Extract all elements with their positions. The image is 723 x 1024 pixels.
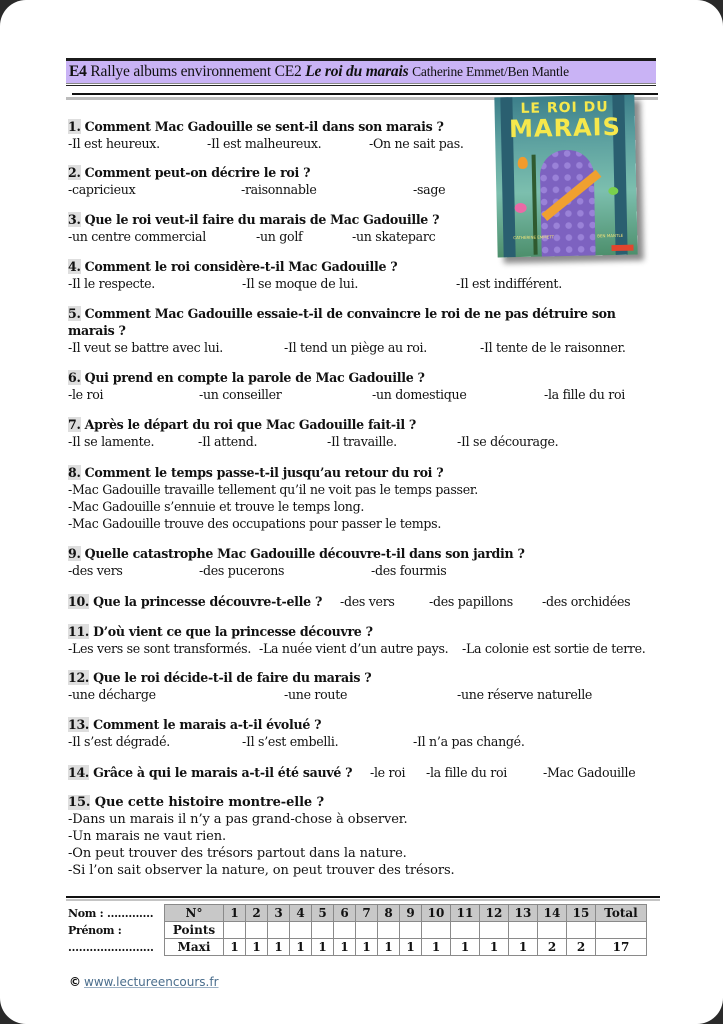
answer-option[interactable]: -Mac Gadouille trouve des occupations pour passer le temps. [68, 516, 442, 531]
footer-separator [66, 896, 660, 898]
question-text: Qui prend en compte la parole de Mac Gadouille ? [80, 370, 425, 385]
maxi-cell: 1 [224, 939, 246, 956]
answer-option[interactable]: -Un marais ne vaut rien. [68, 829, 227, 844]
points-cell[interactable] [312, 922, 334, 939]
points-cell[interactable] [356, 922, 378, 939]
answer-option[interactable]: -Il s’est dégradé. [68, 734, 170, 749]
answer-option[interactable]: -Il est indifférent. [456, 276, 562, 291]
column-header: 13 [509, 905, 538, 922]
question-15 [68, 794, 455, 879]
column-header: 4 [290, 905, 312, 922]
maxi-cell: 1 [422, 939, 451, 956]
question-number: 4. [68, 259, 81, 274]
points-cell[interactable] [290, 922, 312, 939]
row-label: Points [165, 922, 224, 939]
answer-option[interactable]: -des orchidées [542, 594, 631, 609]
answer-option[interactable]: -des pucerons [199, 563, 285, 578]
column-header: 1 [224, 905, 246, 922]
prenom-label: Prénom : [68, 924, 122, 937]
worksheet-title: Rallye albums environnement CE2 [90, 63, 302, 80]
points-cell[interactable] [451, 922, 480, 939]
points-total-cell[interactable] [596, 922, 647, 939]
header-bottom-rule [66, 83, 656, 84]
question-number: 1. [68, 119, 81, 134]
answer-option[interactable]: -Il tend un piège au roi. [284, 340, 427, 355]
column-header: 2 [246, 905, 268, 922]
question-text: Après le départ du roi que Mac Gadouille fait-il ? [80, 417, 416, 432]
question-text: Comment Mac Gadouille essaie-t-il de convaincre le roi de ne pas détruire son marais ? [68, 306, 616, 338]
answer-option[interactable]: -La colonie est sortie de terre. [462, 641, 646, 656]
column-header: 11 [451, 905, 480, 922]
answer-option[interactable]: -Il est malheureux. [207, 136, 322, 151]
question-2 [68, 164, 488, 198]
answer-option[interactable]: -capricieux [68, 182, 136, 197]
column-header: 10 [422, 905, 451, 922]
answer-option[interactable]: -la fille du roi [426, 765, 508, 780]
score-table [164, 904, 647, 956]
score-maxi-row [165, 939, 647, 956]
maxi-cell: 1 [451, 939, 480, 956]
maxi-cell: 2 [567, 939, 596, 956]
question-text: Comment le roi considère-t-il Mac Gadouille ? [80, 259, 398, 274]
website-link[interactable]: www.lectureencours.fr [84, 975, 219, 989]
maxi-cell: 1 [378, 939, 400, 956]
nom-field[interactable]: Nom : …………. [68, 907, 154, 920]
answer-option[interactable]: -La nuée vient d’un autre pays. [259, 641, 449, 656]
question-text: Que le roi décide-t-il de faire du marais ? [89, 670, 372, 685]
question-number: 10. [68, 594, 90, 609]
cover-author-left: CATHERINE EMMETT [513, 234, 555, 241]
answer-option[interactable]: -un centre commercial [68, 229, 206, 244]
question-number: 9. [68, 546, 81, 561]
footer-separator-shadow [66, 899, 660, 901]
question-7 [68, 416, 648, 450]
answer-option[interactable]: -des vers [68, 563, 123, 578]
question-4 [68, 258, 648, 292]
points-cell[interactable] [268, 922, 290, 939]
answer-option[interactable]: -Il s’est embelli. [242, 734, 339, 749]
cover-title-line2: MARAIS [508, 112, 622, 144]
header-bottom-rule [66, 85, 656, 86]
question-number: 8. [68, 465, 81, 480]
question-13 [68, 716, 658, 750]
question-3 [68, 211, 488, 245]
column-header: 3 [268, 905, 290, 922]
copyright-icon: © [69, 975, 81, 989]
question-text: Que la princesse découvre-t-elle ? [89, 594, 323, 609]
question-5 [68, 305, 648, 356]
answer-option[interactable]: -Mac Gadouille s’ennuie et trouve le temps long. [68, 499, 365, 514]
column-header: 6 [334, 905, 356, 922]
question-number: 14. [68, 765, 90, 780]
maxi-cell: 1 [480, 939, 509, 956]
question-number: 6. [68, 370, 81, 385]
publisher-logo [611, 245, 633, 251]
header-separator [72, 93, 658, 95]
column-header: 7 [356, 905, 378, 922]
maxi-cell: 1 [509, 939, 538, 956]
question-10 [68, 593, 658, 610]
answer-option[interactable]: -des vers [340, 594, 395, 609]
question-number: 12. [68, 670, 90, 685]
points-cell[interactable] [334, 922, 356, 939]
answer-option[interactable]: -Mac Gadouille [543, 765, 636, 780]
points-cell[interactable] [480, 922, 509, 939]
question-6 [68, 369, 648, 403]
answer-option[interactable]: -un conseiller [199, 387, 282, 402]
book-cover-image [494, 95, 637, 258]
question-text: Comment Mac Gadouille se sent-il dans son marais ? [80, 119, 444, 134]
question-12 [68, 669, 658, 703]
question-text: Quelle catastrophe Mac Gadouille découvre-t-il dans son jardin ? [80, 546, 525, 561]
answer-option[interactable]: -des papillons [429, 594, 513, 609]
column-header-total: Total [596, 905, 647, 922]
book-title: Le roi du marais [305, 63, 409, 80]
answer-option[interactable]: -Si l’on sait observer la nature, on peut trouver des trésors. [68, 863, 455, 878]
header-title-band [66, 61, 656, 83]
answer-option[interactable]: -Il est heureux. [68, 136, 160, 151]
score-header-row [165, 905, 647, 922]
answer-option[interactable]: -Dans un marais il n’y a pas grand-chose à observer. [68, 812, 408, 827]
cover-title-line1: LE ROI DU [520, 99, 609, 117]
answer-option[interactable]: -une décharge [68, 687, 156, 702]
column-header: 15 [567, 905, 596, 922]
row-label: Maxi [165, 939, 224, 956]
worksheet-code: E4 [69, 63, 87, 80]
maxi-cell: 1 [268, 939, 290, 956]
student-identity-block [68, 905, 154, 956]
answer-option[interactable]: -sage [413, 182, 446, 197]
answer-option[interactable]: -le roi [370, 765, 406, 780]
question-number: 11. [68, 624, 90, 639]
book-authors: Catherine Emmet/Ben Mantle [412, 64, 569, 79]
column-header: 5 [312, 905, 334, 922]
answer-option[interactable]: -Il se moque de lui. [242, 276, 359, 291]
answer-option[interactable]: -la fille du roi [544, 387, 626, 402]
points-cell[interactable] [538, 922, 567, 939]
points-cell[interactable] [224, 922, 246, 939]
column-header: 8 [378, 905, 400, 922]
question-number: 13. [68, 717, 90, 732]
question-9 [68, 545, 648, 579]
prenom-field[interactable]: …………………… [68, 941, 154, 954]
column-header: 12 [480, 905, 509, 922]
answer-option[interactable]: -raisonnable [241, 182, 317, 197]
points-cell[interactable] [246, 922, 268, 939]
points-cell[interactable] [567, 922, 596, 939]
answer-option[interactable]: -On peut trouver des trésors partout dans la nature. [68, 846, 407, 861]
maxi-cell: 1 [356, 939, 378, 956]
question-11 [68, 623, 658, 657]
maxi-cell: 1 [290, 939, 312, 956]
answer-option[interactable]: -Il n’a pas changé. [413, 734, 525, 749]
points-cell[interactable] [378, 922, 400, 939]
butterfly-icon [518, 157, 528, 169]
maxi-cell: 1 [246, 939, 268, 956]
answer-option[interactable]: -le roi [68, 387, 104, 402]
question-number: 7. [68, 417, 81, 432]
points-cell[interactable] [422, 922, 451, 939]
question-text: Comment peut-on décrire le roi ? [80, 165, 311, 180]
cover-author-right: BEN MANTLE [597, 232, 624, 239]
answer-option[interactable]: -Il le respecte. [68, 276, 155, 291]
question-text: Comment le marais a-t-il évolué ? [89, 717, 322, 732]
question-text: Grâce à qui le marais a-t-il été sauvé ? [89, 765, 353, 780]
answer-option[interactable]: -Il attend. [198, 434, 258, 449]
answer-option[interactable]: -un skateparc [352, 229, 436, 244]
maxi-cell: 1 [400, 939, 422, 956]
answer-option[interactable]: -Il tente de le raisonner. [480, 340, 626, 355]
maxi-total-cell: 17 [596, 939, 647, 956]
question-14 [68, 764, 658, 781]
question-text: Que cette histoire montre-elle ? [90, 795, 325, 810]
answer-option[interactable]: -Les vers se sont transformés. [68, 641, 252, 656]
footer [69, 975, 219, 989]
column-header: 9 [400, 905, 422, 922]
score-points-row [165, 922, 647, 939]
question-1 [68, 118, 488, 152]
answer-option[interactable]: -Il travaille. [327, 434, 397, 449]
column-header: 14 [538, 905, 567, 922]
answer-option[interactable]: -des fourmis [371, 563, 447, 578]
answer-option[interactable]: -un golf [256, 229, 303, 244]
answer-option[interactable]: -Il se décourage. [457, 434, 559, 449]
question-number: 5. [68, 306, 81, 321]
row-label: N° [165, 905, 224, 922]
question-text: Comment le temps passe-t-il jusqu’au retour du roi ? [80, 465, 444, 480]
answer-option[interactable]: -Il se lamente. [68, 434, 155, 449]
question-text: D’où vient ce que la princesse découvre ? [89, 624, 373, 639]
maxi-cell: 1 [334, 939, 356, 956]
answer-option[interactable]: -une route [284, 687, 348, 702]
points-cell[interactable] [509, 922, 538, 939]
points-cell[interactable] [400, 922, 422, 939]
butterfly-icon [515, 203, 527, 213]
question-8 [68, 464, 478, 532]
answer-option[interactable]: -On ne sait pas. [369, 136, 464, 151]
maxi-cell: 2 [538, 939, 567, 956]
answer-option[interactable]: -une réserve naturelle [457, 687, 593, 702]
question-number: 3. [68, 212, 81, 227]
maxi-cell: 1 [312, 939, 334, 956]
question-text: Que le roi veut-il faire du marais de Mac Gadouille ? [80, 212, 440, 227]
answer-option[interactable]: -un domestique [372, 387, 467, 402]
question-number: 15. [68, 795, 91, 810]
answer-option[interactable]: -Il veut se battre avec lui. [68, 340, 223, 355]
question-number: 2. [68, 165, 81, 180]
answer-option[interactable]: -Mac Gadouille travaille tellement qu’il ne voit pas le temps passer. [68, 482, 478, 497]
